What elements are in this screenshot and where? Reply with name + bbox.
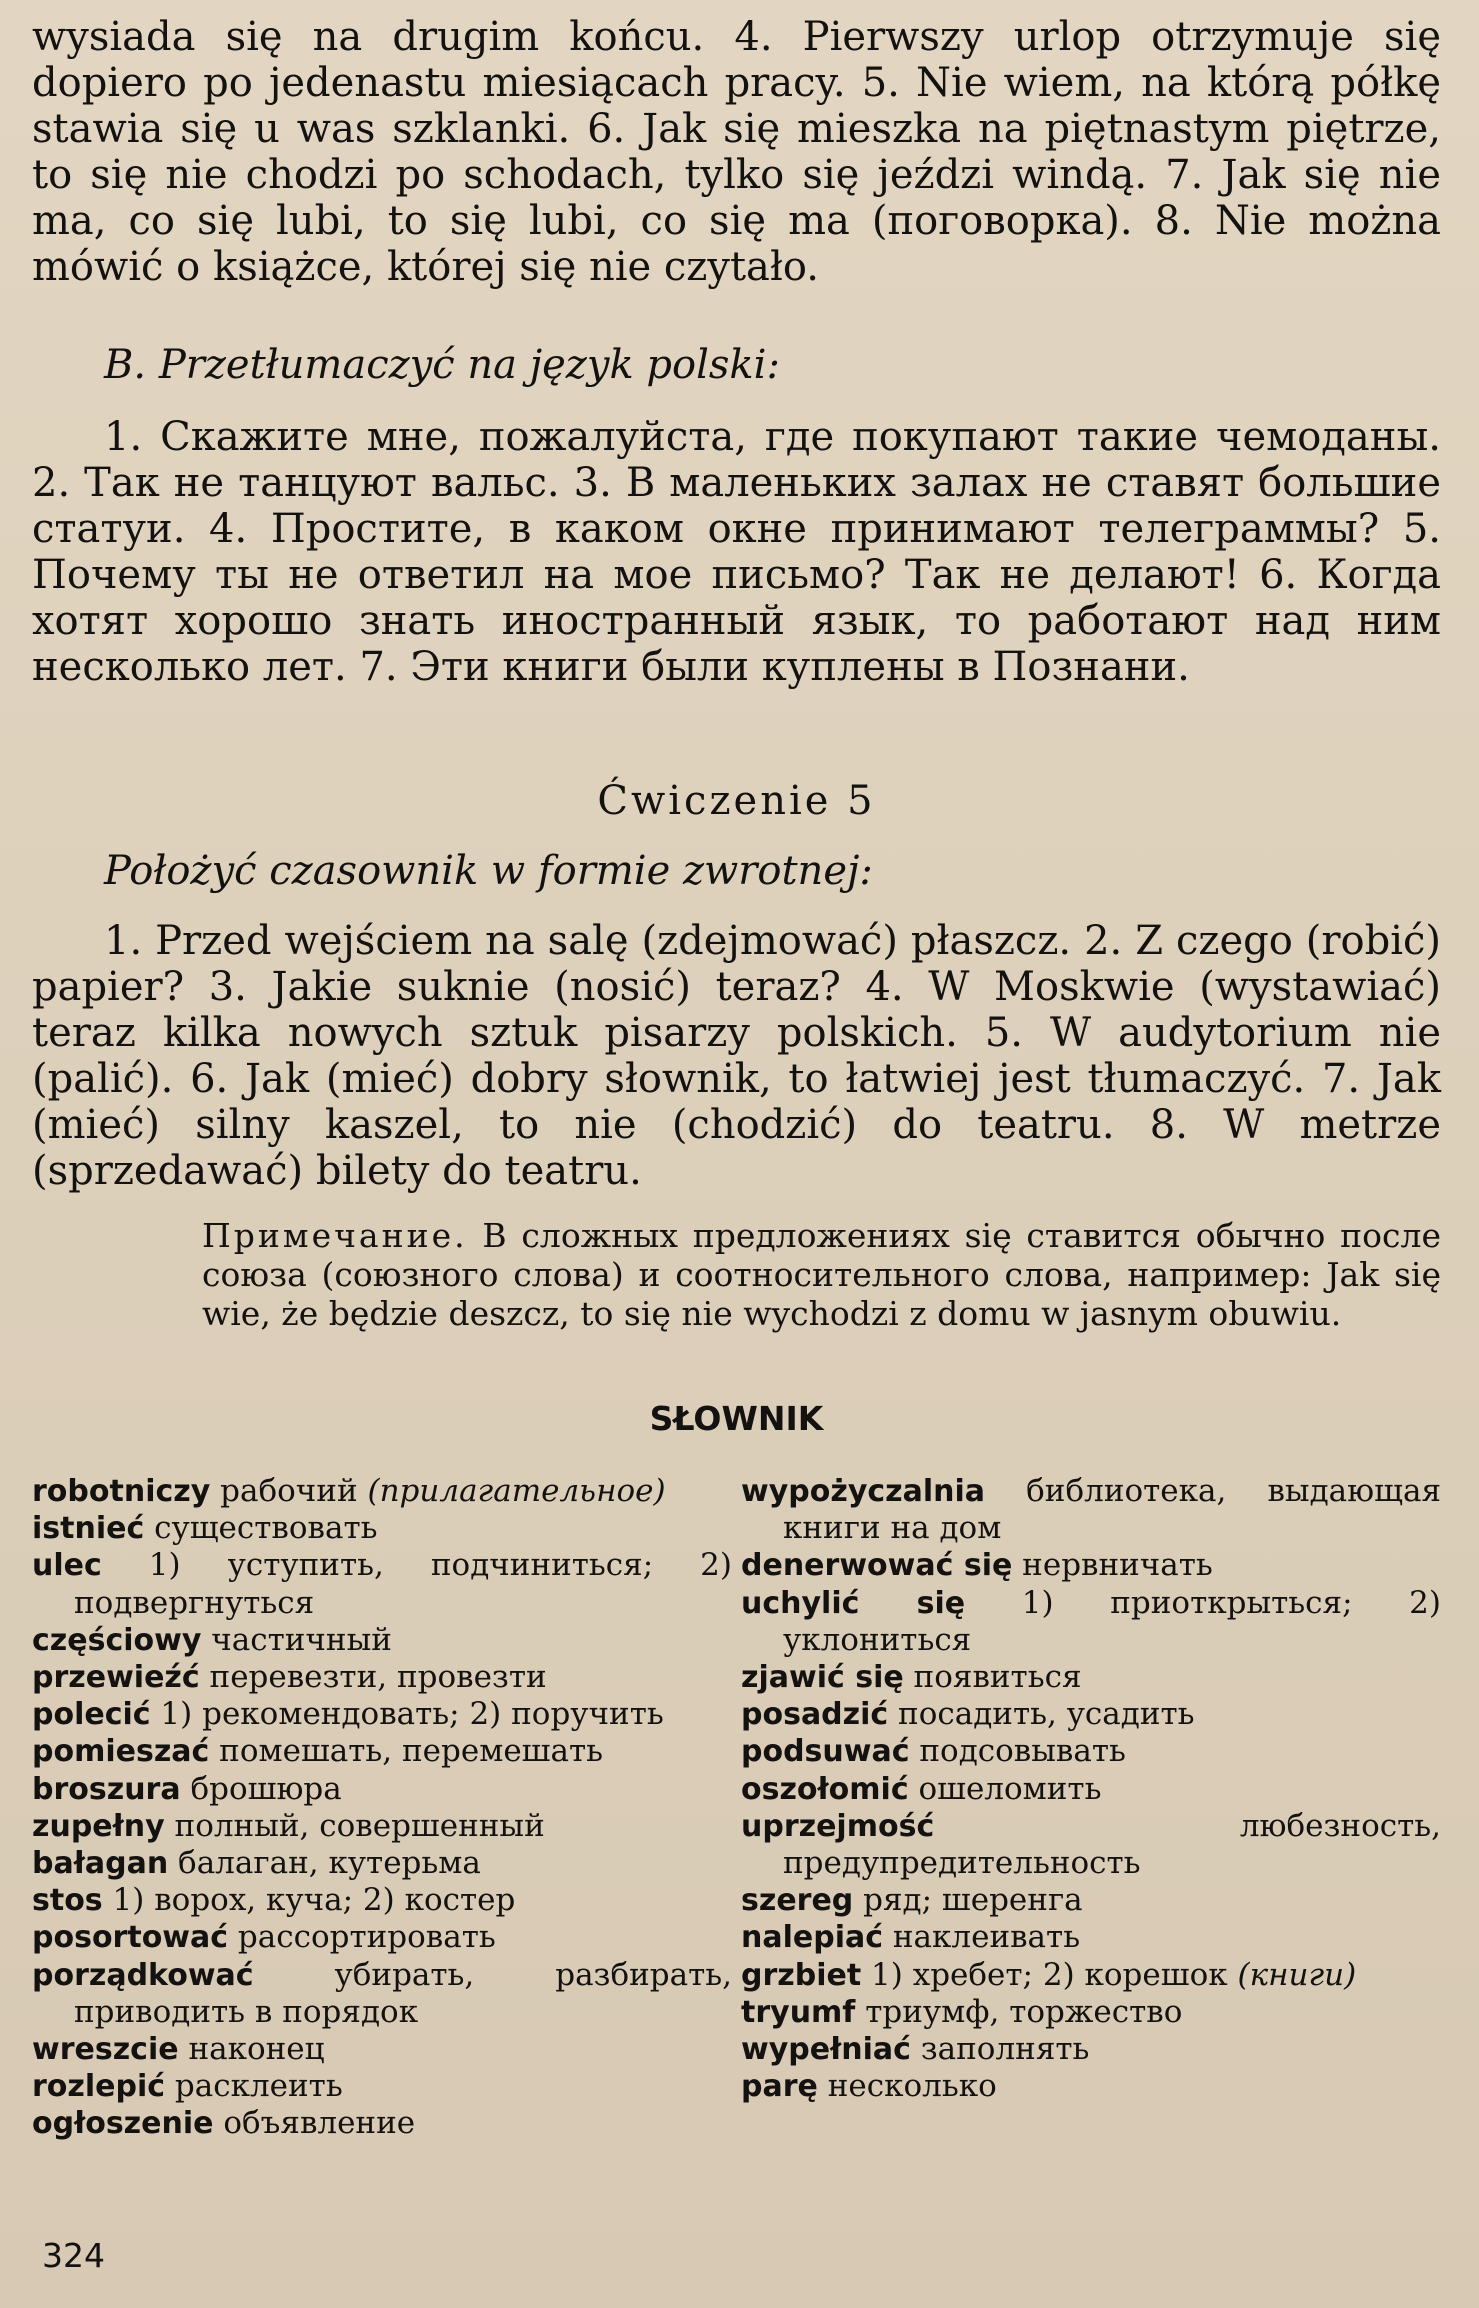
dictionary-entry — [741, 1659, 1441, 1696]
dictionary-headword: podsuwać — [741, 1734, 910, 1770]
dictionary-gloss: убирать, разбирать, приводить в порядок — [74, 1956, 732, 2030]
dictionary-entry — [741, 1585, 1441, 1659]
dictionary-headword: uchylić się — [741, 1585, 966, 1621]
dictionary-headword: parę — [741, 2069, 818, 2105]
dictionary-entry — [32, 1919, 732, 1956]
dictionary-gloss-note: (книги) — [1237, 1956, 1357, 1993]
dictionary-gloss: 1) ворох, куча; 2) костер — [102, 1882, 516, 1919]
dictionary-gloss: триумф, торжество — [855, 1993, 1183, 2030]
dictionary-entry — [741, 1994, 1441, 2031]
dictionary-headword: szereg — [741, 1883, 854, 1919]
dictionary-entry — [32, 2031, 732, 2068]
dictionary-entry — [32, 1622, 732, 1659]
dictionary-right-column — [741, 1473, 1441, 2143]
dictionary-entry — [32, 2105, 732, 2142]
dictionary-entry — [741, 2031, 1441, 2068]
dictionary-gloss: перевезти, провезти — [199, 1659, 547, 1696]
dictionary-gloss: посадить, усадить — [888, 1696, 1195, 1733]
dictionary-entry — [32, 1547, 732, 1621]
dictionary-headword: posortować — [32, 1920, 229, 1956]
dictionary-gloss: рассортировать — [228, 1919, 496, 1956]
dictionary-entry — [741, 1473, 1441, 1547]
dictionary-headword: robotniczy — [32, 1474, 211, 1509]
dictionary-gloss: рабочий — [210, 1473, 368, 1509]
dictionary-entry — [741, 1771, 1441, 1808]
dictionary-headword: rozlepić — [32, 2069, 166, 2105]
dictionary-headword: denerwować się — [741, 1548, 1013, 1584]
dictionary-gloss: существовать — [144, 1510, 378, 1547]
dictionary-gloss: 1) рекомендовать; 2) поручить — [150, 1696, 664, 1733]
dictionary-headword: nalepiać — [741, 1920, 884, 1956]
dictionary-gloss: брошюра — [180, 1770, 342, 1807]
dictionary-headword: zupełny — [32, 1808, 165, 1844]
dictionary — [32, 1473, 1441, 2143]
note-label: Примечание. — [202, 1216, 468, 1255]
dictionary-gloss: 1) уступить, подчиниться; 2) подвергнуться — [74, 1547, 732, 1621]
dictionary-gloss-note: (прилагательное) — [367, 1473, 666, 1509]
dictionary-headword: porządkować — [32, 1957, 254, 1993]
dictionary-gloss: подсовывать — [909, 1733, 1126, 1770]
dictionary-left-column — [32, 1473, 732, 2143]
dictionary-gloss: любезность, предупредительность — [783, 1807, 1441, 1882]
dictionary-headword: posadzić — [741, 1697, 889, 1733]
dictionary-entry — [741, 1733, 1441, 1770]
dictionary-gloss: несколько — [817, 2068, 997, 2105]
dictionary-gloss: частичный — [201, 1621, 392, 1658]
dictionary-entry — [741, 1919, 1441, 1956]
dictionary-gloss: полный, совершенный — [164, 1807, 545, 1844]
page-number: 324 — [42, 2236, 105, 2275]
dictionary-headword: bałagan — [32, 1846, 169, 1882]
dictionary-headword: częściowy — [32, 1622, 202, 1658]
dictionary-headword: pomieszać — [32, 1734, 210, 1770]
paragraph-exercise-a-continuation: wysiada się na drugim końcu. 4. Pierwszy urlop otrzymuje się dopiero po jedenastu miesiącach pracy. 5. Nie wiem, na którą półkę stawia się u was szklanki. 6. Jak się mieszka na piętnastym piętrze, to się nie chodzi po schodach, tylko się jeździ windą. 7. Jak się nie ma, co się lubi, to się lubi, co się ma (поговорка). 8. Nie można mówić o książce, której się nie czytało. — [32, 14, 1441, 290]
dictionary-gloss: объявление — [213, 2105, 416, 2142]
dictionary-entry — [32, 1659, 732, 1696]
dictionary-headword: grzbiet — [741, 1957, 862, 1993]
dictionary-gloss: ошеломить — [908, 1770, 1102, 1807]
dictionary-entry — [32, 1771, 732, 1808]
dictionary-entry — [741, 1808, 1441, 1882]
dictionary-entry — [741, 1882, 1441, 1919]
dictionary-headword: wypożyczalnia — [741, 1474, 986, 1509]
dictionary-headword: przewieźć — [32, 1660, 200, 1696]
dictionary-entry — [32, 1733, 732, 1770]
dictionary-gloss: ряд; шеренга — [853, 1882, 1083, 1919]
dictionary-gloss: наконец — [178, 2031, 325, 2068]
dictionary-gloss: расклеить — [165, 2068, 343, 2105]
dictionary-gloss: помешать, перемешать — [209, 1733, 603, 1770]
dictionary-headword: stos — [32, 1883, 103, 1919]
grammar-note — [202, 1216, 1441, 1333]
dictionary-entry — [741, 1547, 1441, 1584]
dictionary-gloss: появиться — [903, 1659, 1082, 1696]
paragraph-exercise-5: 1. Przed wejściem na salę (zdejmować) płaszcz. 2. Z czego (robić) papier? 3. Jakie suknie (nosić) teraz? 4. W Moskwie (wystawiać) teraz kilka nowych sztuk pisarzy polskich. 5. W audytorium nie (palić). 6. Jak (mieć) dobry słownik, to łatwiej jest tłumaczyć. 7. Jak (mieć) silny kaszel, to nie (chodzić) do teatru. 8. W metrze (sprzedawać) bilety do teatru. — [32, 918, 1441, 1194]
dictionary-headword: broszura — [32, 1771, 181, 1807]
dictionary-entry — [32, 1882, 732, 1919]
dictionary-gloss: наклеивать — [883, 1919, 1081, 1956]
dictionary-entry — [32, 1473, 732, 1510]
dictionary-headword: wypełniać — [741, 2032, 911, 2068]
dictionary-gloss: балаган, кутерьма — [168, 1845, 481, 1882]
dictionary-headword: wreszcie — [32, 2032, 179, 2068]
dictionary-gloss: библиотека, выдающая книги на дом — [783, 1473, 1441, 1547]
dictionary-headword: istnieć — [32, 1511, 145, 1547]
dictionary-headword: oszołomić — [741, 1771, 909, 1807]
dictionary-headword: ogłoszenie — [32, 2106, 214, 2142]
dictionary-entry — [32, 1510, 732, 1547]
dictionary-headword: tryumf — [741, 1994, 856, 2030]
heading-exercise-5: Położyć czasownik w formie zwrotnej: — [104, 848, 873, 894]
paragraph-exercise-b: 1. Скажите мне, пожалуйста, где покупают такие чемоданы. 2. Так не танцуют вальс. 3. В маленьких залах не ставят большие статуи. 4. Простите, в каком окне принимают телеграммы? 5. Почему ты не ответил на мое письмо? Так не делают! 6. Когда хотят хорошо знать иностранный язык, то работают над ним несколько лет. 7. Эти книги были куплены в Познани. — [32, 414, 1441, 690]
dictionary-headword: zjawić się — [741, 1660, 904, 1696]
dictionary-title: SŁOWNIK — [649, 1399, 824, 1438]
dictionary-headword: uprzejmość — [741, 1808, 935, 1844]
dictionary-gloss: 1) хребет; 2) корешок — [861, 1956, 1238, 1993]
dictionary-entry — [32, 1696, 732, 1733]
dictionary-headword: ulec — [32, 1548, 102, 1584]
dictionary-gloss: заполнять — [910, 2031, 1090, 2068]
dictionary-entry — [32, 1808, 732, 1845]
dictionary-entry — [32, 1845, 732, 1882]
dictionary-entry — [32, 2068, 732, 2105]
dictionary-entry — [741, 1957, 1441, 1994]
dictionary-entry — [32, 1957, 732, 2031]
note-text: В сложных предложениях się ставится обычно после союза (союзного слова) и соотносительного слова, например: Jak się wie, że będzie deszcz, to się nie wychodzi z domu w jasnym obuwiu. — [202, 1216, 1441, 1333]
dictionary-gloss: 1) приоткрыться; 2) уклониться — [783, 1584, 1441, 1658]
dictionary-headword: polecić — [32, 1697, 151, 1733]
exercise-title: Ćwiczenie 5 — [597, 778, 876, 824]
heading-exercise-b: B. Przetłumaczyć na język polski: — [104, 342, 780, 388]
dictionary-gloss: нервничать — [1012, 1547, 1213, 1584]
dictionary-entry — [741, 1696, 1441, 1733]
dictionary-entry — [741, 2068, 1441, 2105]
